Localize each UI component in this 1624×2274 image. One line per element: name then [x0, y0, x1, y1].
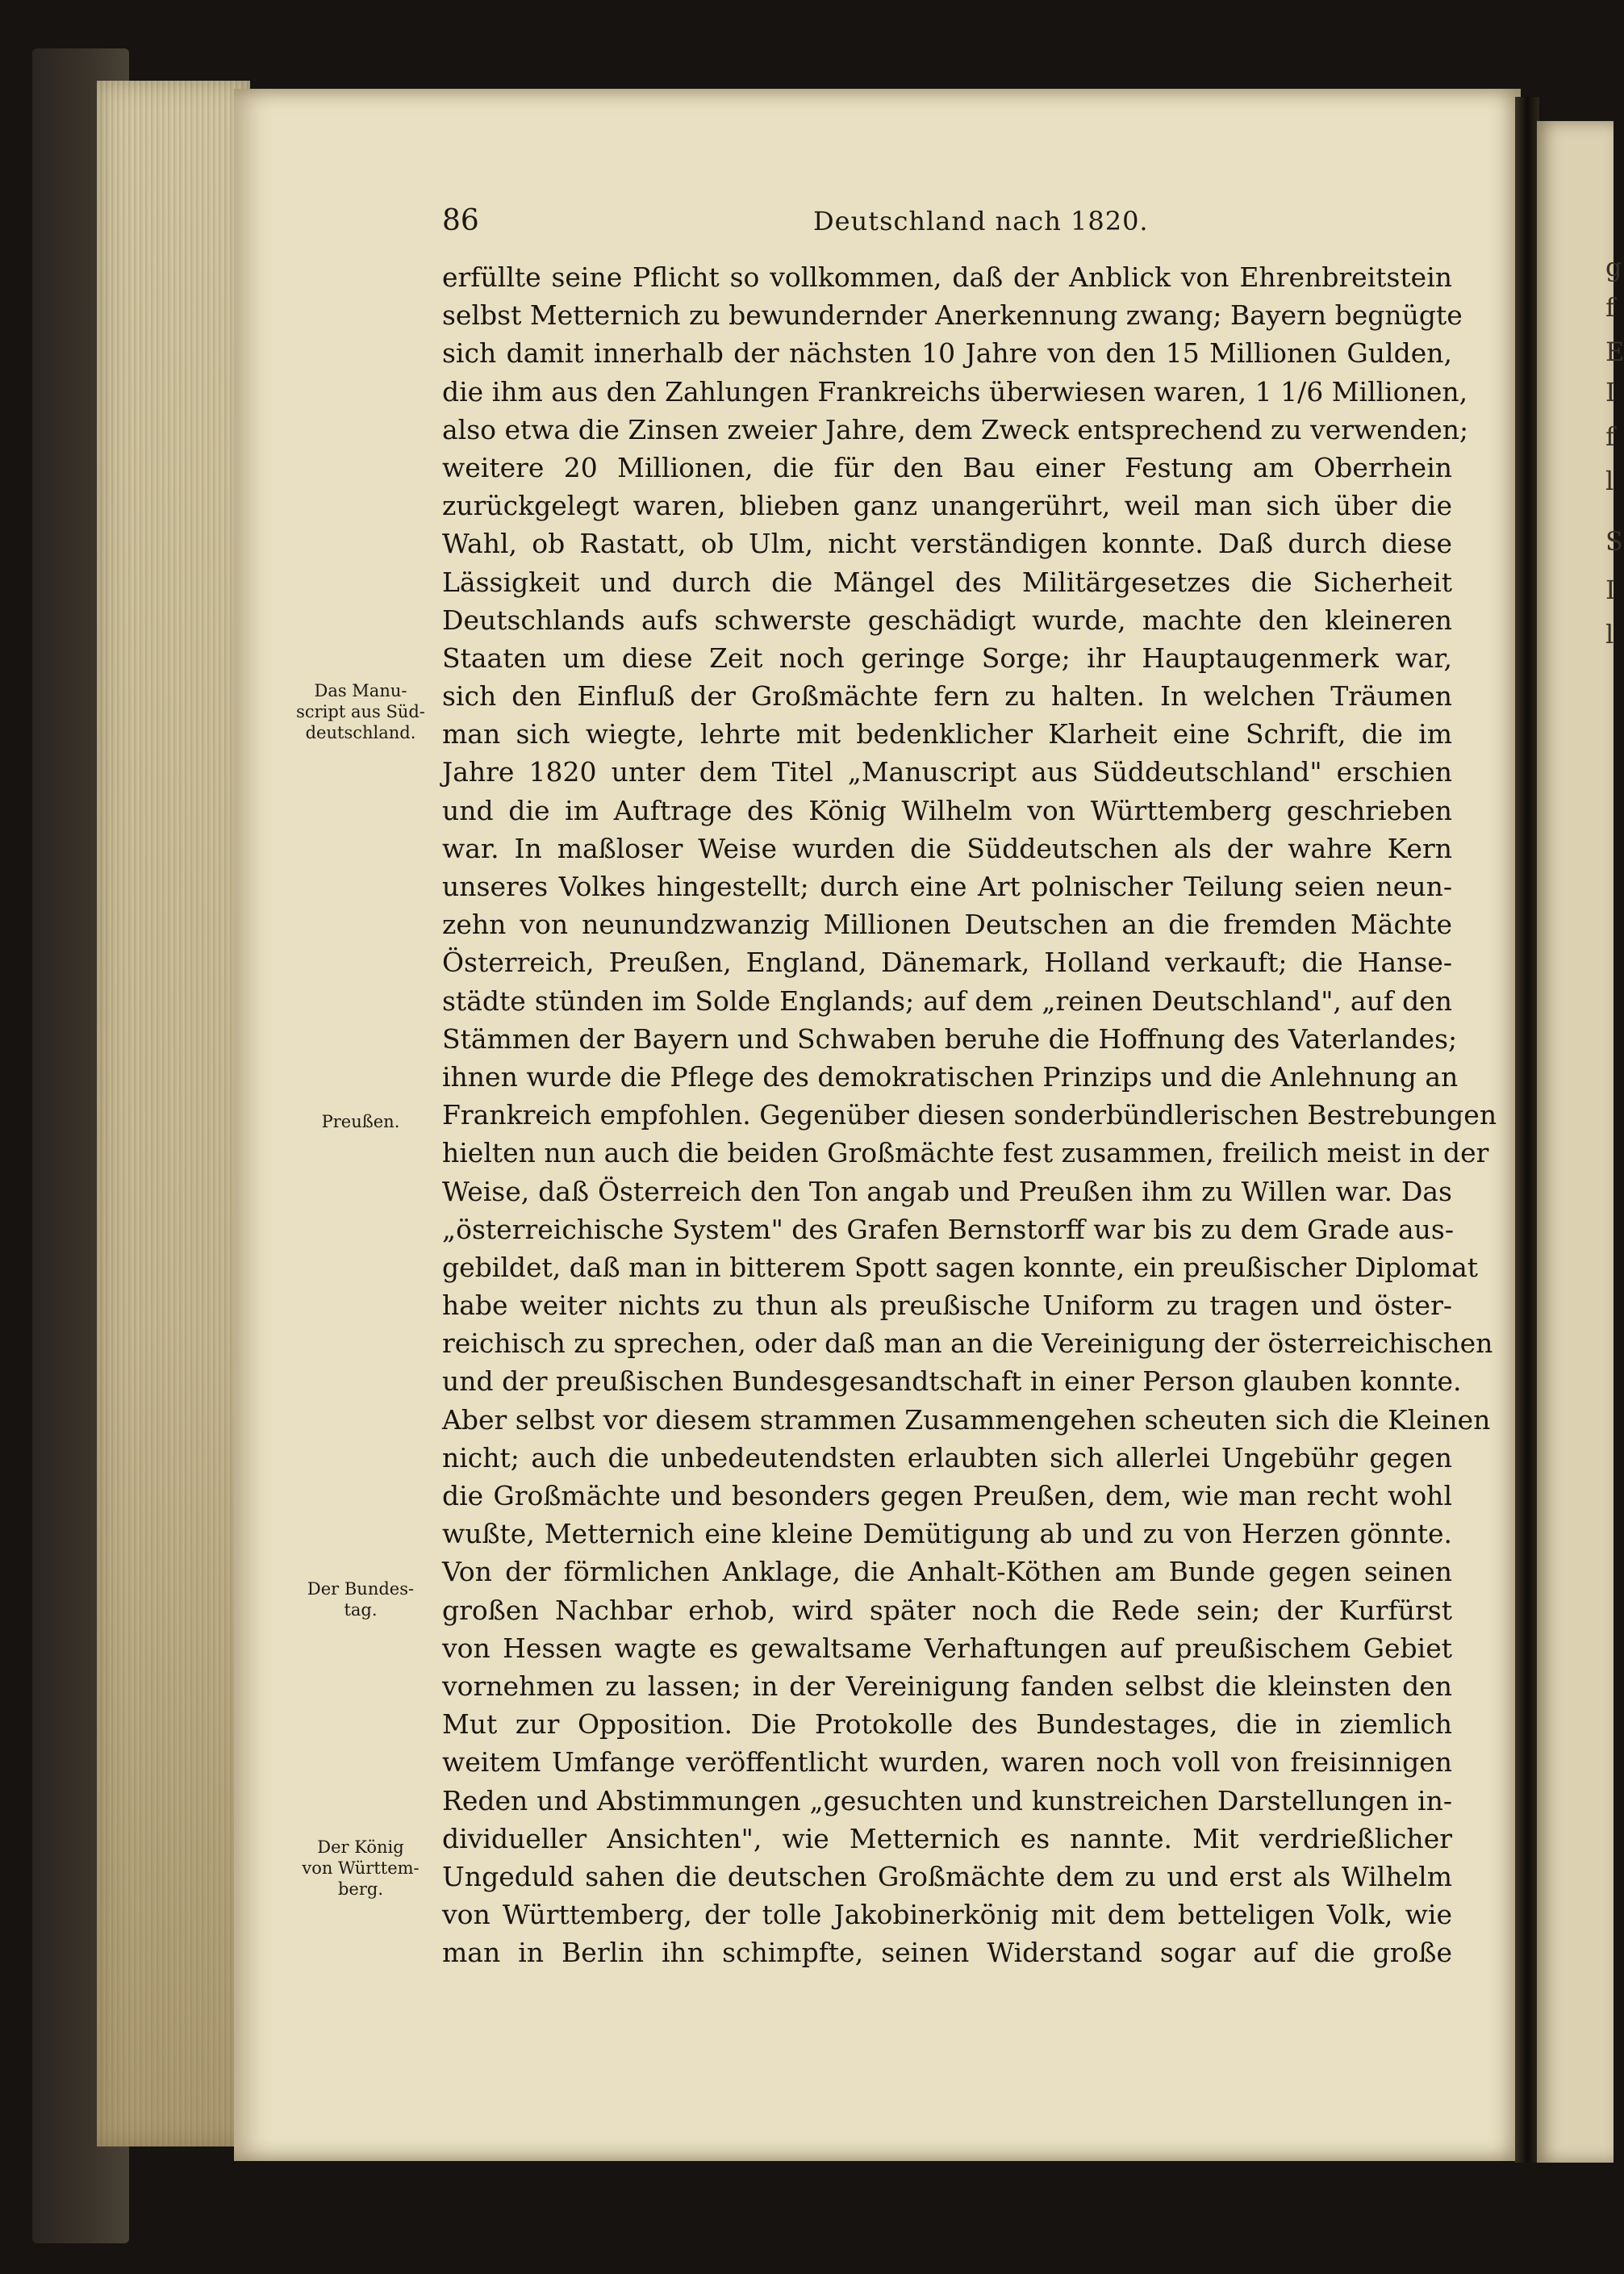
text-line: sich den Einfluß der Großmächte fern zu halten. In welchen Träumen	[442, 680, 1452, 713]
body-text	[442, 258, 1497, 1971]
text-line: Jahre 1820 unter dem Titel „Manuscript aus Süddeutschland" erschien	[442, 756, 1452, 788]
margin-note-prussia	[284, 1111, 437, 1132]
margin-note-line: von Württem-	[302, 1858, 420, 1878]
text-line: wußte, Metternich eine kleine Demütigung ab und zu von Herzen gönnte.	[442, 1518, 1452, 1550]
margin-note-line: tag.	[344, 1600, 378, 1620]
text-line: Lässigkeit und durch die Mängel des Militärgesetzes die Sicherheit	[442, 566, 1452, 598]
text-line: unseres Volkes hingestellt; durch eine Art polnischer Teilung seien neun-	[442, 871, 1452, 902]
text-line: dividueller Ansichten", wie Metternich es nannte. Mit verdrießlicher	[442, 1822, 1452, 1854]
text-line: erfüllte seine Pflicht so vollkommen, daß der Anblick von Ehrenbreitstein	[442, 261, 1452, 293]
text-line: zurückgelegt waren, blieben ganz unangerührt, weil man sich über die	[442, 490, 1452, 522]
margin-note-line: deutschland.	[305, 723, 416, 742]
running-title: Deutschland nach 1820.	[813, 206, 1149, 236]
text-line: Weise, daß Österreich den Ton angab und Preußen ihm zu Willen war. Das	[442, 1175, 1452, 1207]
text-line: gebildet, daß man in bitterem Spott sagen konnte, ein preußischer Diplomat	[442, 1251, 1479, 1283]
margin-note-line: Der König	[317, 1837, 404, 1857]
text-line: weitere 20 Millionen, die für den Bau einer Festung am Oberrhein	[442, 451, 1452, 483]
text-line: vornehmen zu lassen; in der Vereinigung fanden selbst die kleinsten den	[442, 1670, 1452, 1702]
text-line: reichisch zu sprechen, oder daß man an die Vereinigung der österreichischen	[442, 1327, 1493, 1360]
book-gutter	[1515, 97, 1539, 2163]
text-line: ihnen wurde die Pflege des demokratischen Prinzips und die Anlehnung an	[442, 1060, 1459, 1093]
text-line: zehn von neunundzwanzig Millionen Deutschen an die fremden Mächte	[442, 909, 1452, 941]
text-line: hielten nun auch die beiden Großmächte fest zusammen, freilich meist in der	[442, 1137, 1489, 1169]
text-line: Reden und Abstimmungen „gesuchten und kunstreichen Darstellungen in-	[442, 1784, 1452, 1816]
page-header	[442, 204, 1452, 240]
page-edges-shade	[97, 81, 250, 2147]
text-line: von Hessen wagte es gewaltsame Verhaftungen auf preußischem Gebiet	[442, 1632, 1452, 1664]
page-number: 86	[442, 204, 479, 237]
text-line: man in Berlin ihn schimpfte, seinen Widerstand sogar auf die große	[442, 1937, 1452, 1969]
next-page-edge	[1537, 121, 1614, 2163]
margin-note-line: Preußen.	[321, 1112, 400, 1131]
text-line: und der preußischen Bundesgesandtschaft in einer Person glauben konnte.	[442, 1365, 1462, 1398]
next-page-glyph: f	[1605, 292, 1615, 323]
margin-note-line: script aus Süd-	[296, 702, 425, 721]
text-line: und die im Auftrage des König Wilhelm von Württemberg geschrieben	[442, 794, 1452, 826]
margin-note-king-wuerttemberg	[284, 1837, 437, 1900]
text-line: weitem Umfange veröffentlicht wurden, waren noch voll von freisinnigen	[442, 1746, 1452, 1779]
text-line: Deutschlands aufs schwerste geschädigt wurde, machte den kleineren	[442, 604, 1452, 636]
next-page-glyph: f	[1605, 421, 1615, 452]
text-line: die Großmächte und besonders gegen Preußen, dem, wie man recht wohl	[442, 1480, 1452, 1511]
text-line: Mut zur Opposition. Die Protokolle des Bundestages, die in ziemlich	[442, 1708, 1452, 1741]
text-line: nicht; auch die unbedeutendsten erlaubten sich allerlei Ungebühr gegen	[442, 1441, 1452, 1474]
margin-note-line: berg.	[337, 1879, 384, 1899]
next-page-glyph: S	[1605, 526, 1623, 557]
text-line: Aber selbst vor diesem strammen Zusammengehen scheuten sich die Kleinen	[442, 1403, 1491, 1436]
text-line: Österreich, Preußen, England, Dänemark, Holland verkauft; die Hanse-	[442, 947, 1452, 979]
text-line: städte stünden im Solde Englands; auf dem „reinen Deutschland", auf den	[442, 984, 1452, 1017]
next-page-glyph: I	[1605, 377, 1616, 408]
next-page-glyph: E	[1605, 337, 1624, 367]
text-line: großen Nachbar erhob, wird später noch die Rede sein; der Kurfürst	[442, 1594, 1452, 1626]
text-line: selbst Metternich zu bewundernder Anerkennung zwang; Bayern begnügte	[442, 299, 1463, 332]
margin-note-line: Der Bundes-	[307, 1579, 415, 1599]
text-line: Wahl, ob Rastatt, ob Ulm, nicht verständigen konnte. Daß durch diese	[442, 528, 1452, 560]
text-line: die ihm aus den Zahlungen Frankreichs überwiesen waren, 1 1/6 Millionen,	[442, 375, 1468, 408]
text-line: Staaten um diese Zeit noch geringe Sorge; ihr Hauptaugenmerk war,	[442, 642, 1452, 674]
text-line: also etwa die Zinsen zweier Jahre, dem Zweck entsprechend zu verwenden;	[442, 413, 1469, 445]
text-line: Frankreich empfohlen. Gegenüber diesen sonderbündlerischen Bestrebungen	[442, 1099, 1497, 1131]
margin-note-bundestag	[284, 1578, 437, 1620]
next-page-glyph: l	[1605, 619, 1614, 650]
text-line: sich damit innerhalb der nächsten 10 Jahre von den 15 Millionen Gulden,	[442, 337, 1452, 370]
text-line: von Württemberg, der tolle Jakobinerkönig mit dem betteligen Volk, wie	[442, 1899, 1452, 1931]
text-line: habe weiter nichts zu thun als preußische Uniform zu tragen und öster-	[442, 1290, 1452, 1322]
next-page-glyph: I	[1605, 575, 1616, 605]
margin-note-line: Das Manu-	[314, 681, 407, 700]
text-line: Stämmen der Bayern und Schwaben beruhe die Hoffnung des Vaterlandes;	[442, 1022, 1458, 1055]
next-page-glyph: l	[1605, 466, 1614, 496]
next-page-glyph: g	[1605, 252, 1622, 282]
margin-note-manuscript	[284, 680, 437, 743]
text-line: Von der förmlichen Anklage, die Anhalt-Köthen am Bunde gegen seinen	[442, 1556, 1452, 1588]
text-line: „österreichische System" des Grafen Bernstorff war bis zu dem Grade aus-	[442, 1213, 1455, 1245]
text-line: man sich wiegte, lehrte mit bedenklicher Klarheit eine Schrift, die im	[442, 718, 1452, 750]
text-line: Ungeduld sahen die deutschen Großmächte dem zu und erst als Wilhelm	[442, 1860, 1452, 1892]
text-line: war. In maßloser Weise wurden die Süddeutschen als der wahre Kern	[442, 832, 1452, 864]
